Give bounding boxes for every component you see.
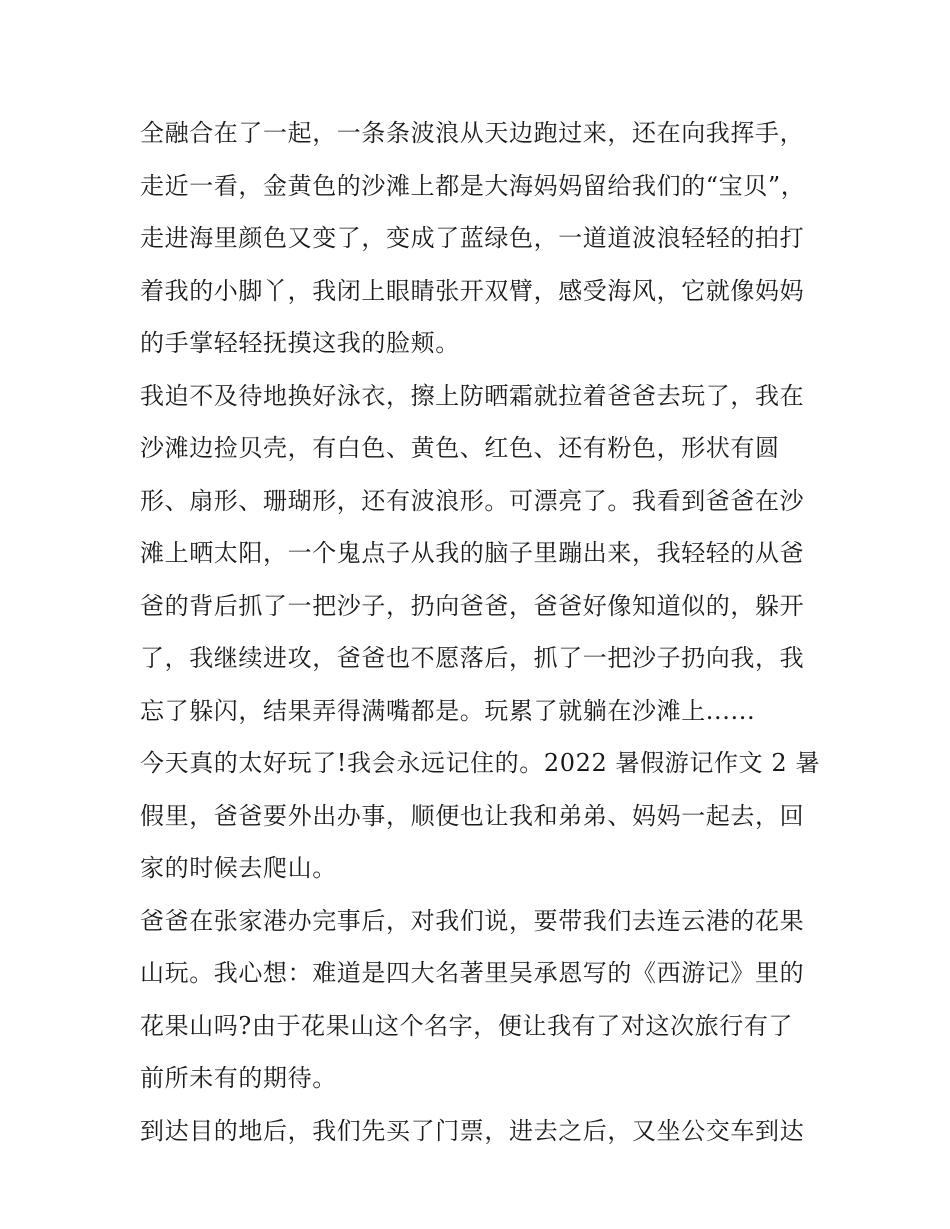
text-line: 沙滩边捡贝壳，有白色、黄色、红色、还有粉色，形状有圆 — [140, 434, 780, 462]
text-line: 了，我继续进攻，爸爸也不愿落后，抓了一把沙子扔向我，我 — [140, 644, 805, 672]
text-line: 家的时候去爬山。 — [140, 854, 337, 882]
text-line: 忘了躲闪，结果弄得满嘴都是。玩累了就躺在沙滩上...... — [140, 696, 756, 725]
text-line: 到达目的地后，我们先买了门票，进去之后，又坐公交车到达 — [140, 1116, 805, 1145]
text-line: 前所未有的期待。 — [140, 1064, 337, 1092]
text-line: 形、扇形、珊瑚形，还有波浪形。可漂亮了。我看到爸爸在沙 — [140, 486, 805, 515]
text-line: 走进海里颜色又变了，变成了蓝绿色，一道道波浪轻轻的拍打 — [140, 224, 805, 252]
text-line: 我迫不及待地换好泳衣，擦上防晒霜就拉着爸爸去玩了，我在 — [140, 381, 805, 410]
text-line: 走近一看，金黄色的沙滩上都是大海妈妈留给我们的“宝贝”， — [140, 171, 806, 200]
text-line: 滩上晒太阳，一个鬼点子从我的脑子里蹦出来，我轻轻的从爸 — [140, 539, 805, 567]
text-line: 花果山吗?由于花果山这个名字，便让我有了对这次旅行有了 — [140, 1011, 794, 1040]
text-line: 假里，爸爸要外出办事，顺便也让我和弟弟、妈妈一起去，回 — [140, 801, 805, 830]
text-line: 今天真的太好玩了!我会永远记住的。2022 暑假游记作文 2 暑 — [140, 749, 821, 777]
text-line: 爸的背后抓了一把沙子，扔向爸爸，爸爸好像知道似的，躲开 — [140, 591, 805, 620]
text-line: 全融合在了一起，一条条波浪从天边跑过来，还在向我挥手， — [140, 119, 805, 147]
text-line: 的手掌轻轻抚摸这我的脸颊。 — [140, 329, 460, 357]
text-line: 爸爸在张家港办完事后，对我们说，要带我们去连云港的花果 — [140, 906, 805, 935]
essay-text — [140, 107, 820, 1157]
text-line: 山玩。我心想：难道是四大名著里吴承恩写的《西游记》里的 — [140, 959, 805, 987]
text-line: 着我的小脚丫，我闭上眼睛张开双臂，感受海风，它就像妈妈 — [140, 276, 805, 305]
